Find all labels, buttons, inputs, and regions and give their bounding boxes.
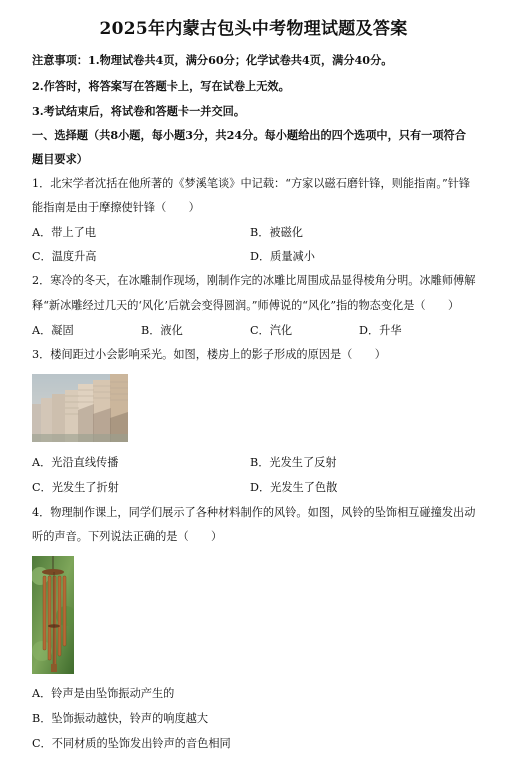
question-1-option-d: D．质量减小	[250, 250, 315, 263]
question-3-option-a: A．光沿直线传播	[32, 456, 119, 469]
wind-chime-photo	[32, 556, 74, 674]
question-1-option-b: B．被磁化	[250, 226, 303, 239]
question-1-option-c: C．温度升高	[32, 250, 97, 263]
question-1-option-a: A．带上了电	[32, 226, 97, 239]
question-2-option-a: A．凝固	[32, 324, 74, 337]
notice-line-2: 2.作答时，将答案写在答题卡上，写在试卷上无效。	[32, 79, 290, 93]
question-4-stem: 4．物理制作课上，同学们展示了各种材料制作的风铃。如图，风铃的坠饰相互碰撞发出动	[32, 506, 476, 519]
question-3-option-c: C．光发生了折射	[32, 481, 119, 494]
question-2-stem-cont: 释“新冰雕经过几天的‘风化’后就会变得圆润。”师傅说的“风化”指的物态变化是（ ）	[32, 299, 460, 312]
section-heading: 一、选择题（共8小题，每小题3分，共24分。每小题给出的四个选项中，只有一项符合	[32, 128, 466, 142]
question-4-stem-cont: 听的声音。下列说法正确的是（ ）	[32, 530, 223, 543]
question-3-option-b: B．光发生了反射	[250, 456, 337, 469]
question-4-option-b: B．坠饰振动越快，铃声的响度越大	[32, 712, 209, 725]
question-2-option-b: B．液化	[141, 324, 183, 337]
question-2-option-d: D．升华	[359, 324, 402, 337]
question-1-stem-cont: 能指南是由于摩擦使针锋（ ）	[32, 201, 200, 214]
question-3-option-d: D．光发生了色散	[250, 481, 338, 494]
notice-line-3: 3.考试结束后，将试卷和答题卡一并交回。	[32, 104, 246, 118]
section-heading-cont: 题目要求）	[32, 152, 88, 166]
question-2-stem: 2．寒冷的冬天，在冰雕制作现场，刚制作完的冰雕比周围成品显得棱角分明。冰雕师傅解	[32, 274, 476, 287]
question-3-stem: 3．楼间距过小会影响采光。如图，楼房上的影子形成的原因是（ ）	[32, 348, 386, 361]
question-1-stem: 1．北宋学者沈括在他所著的《梦溪笔谈》中记载：“方家以磁石磨针锋，则能指南。”针锋	[32, 177, 471, 190]
question-4-option-c: C．不同材质的坠饰发出铃声的音色相同	[32, 737, 231, 750]
question-2-option-c: C．汽化	[250, 324, 293, 337]
building-shadow-photo	[32, 374, 128, 442]
question-4-option-a: A．铃声是由坠饰振动产生的	[32, 687, 175, 700]
notice-line-1: 注意事项：1.物理试卷共4页，满分60分；化学试卷共4页，满分40分。	[32, 53, 393, 67]
page-title: 2025年内蒙古包头中考物理试题及答案	[99, 19, 408, 39]
